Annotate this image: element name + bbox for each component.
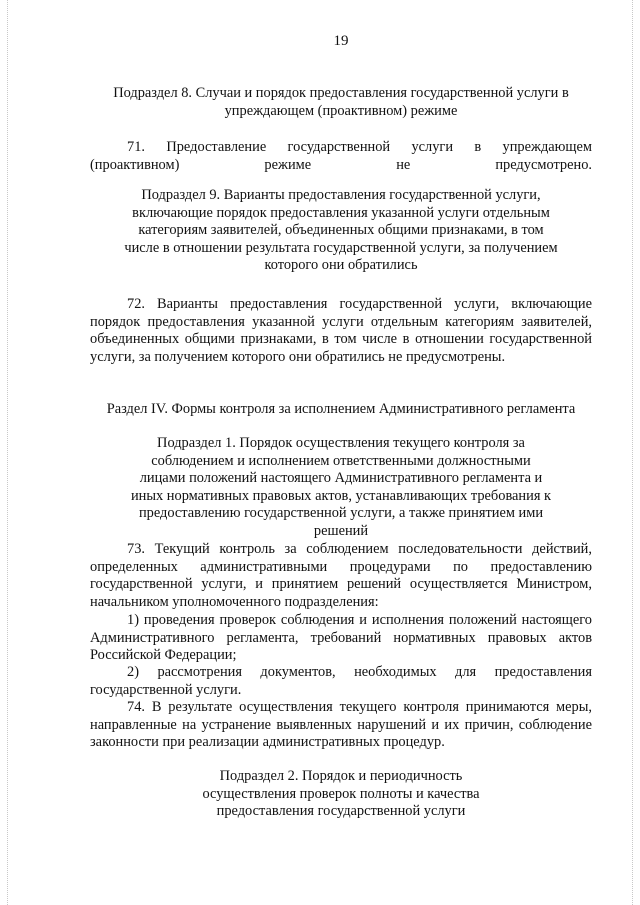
scan-edge-left <box>7 0 8 905</box>
paragraph-71: 71. Предоставление государственной услуги в упреждающем (проактивном) режиме не предусмотрено. <box>90 139 592 173</box>
subsection-8-title: Подраздел 8. Случаи и порядок предоставления государственной услуги в упреждающем (проактивном) режиме <box>113 85 569 119</box>
subsection-1-title: Подраздел 1. Порядок осуществления текущего контроля за соблюдением и исполнением ответственными должностными лицами положений настоящего Административного регламента и иных нормативных правовых актов, устанавливающих требования к предоставлению государственной услуги, а также принятием ими решений <box>130 435 552 539</box>
paragraph-73-item-1: 1) проведения проверок соблюдения и исполнения положений настоящего Административного регламента, требований нормативных правовых актов Российской Федерации; <box>90 612 592 663</box>
subsection-2-title: Подраздел 2. Порядок и периодичность осуществления проверок полноты и качества предоставления государственной услуги <box>202 768 480 819</box>
paragraph-73: 73. Текущий контроль за соблюдением последовательности действий, определенных административными процедурами по предоставлению государственной услуги, и принятием решений осуществляется Министром, начальником уполномоченного подразделения: <box>90 541 592 610</box>
scan-edge-right <box>632 0 633 905</box>
page-number: 19 <box>333 33 349 49</box>
paragraph-74: 74. В результате осуществления текущего контроля принимаются меры, направленные на устранение выявленных нарушений и их причин, соблюдение законности при реализации административных процедур. <box>90 699 592 750</box>
section-4-title: Раздел IV. Формы контроля за исполнением Административного регламента <box>106 401 576 417</box>
paragraph-72: 72. Варианты предоставления государственной услуги, включающие порядок предоставления указанной услуги отдельным категориям заявителей, объединенных общими признаками, в том числе в отношении государственной услуги, за получением которого они обратились не предусмотрены. <box>90 296 592 365</box>
subsection-9-title: Подраздел 9. Варианты предоставления государственной услуги, включающие порядок предоставления указанной услуги отдельным категориям заявителей, объединенных общими признаками, в том числе в отношении результата государственной услуги, за получением которого они обратились <box>124 187 558 273</box>
paragraph-73-item-2: 2) рассмотрения документов, необходимых для предоставления государственной услуги. <box>90 664 592 698</box>
